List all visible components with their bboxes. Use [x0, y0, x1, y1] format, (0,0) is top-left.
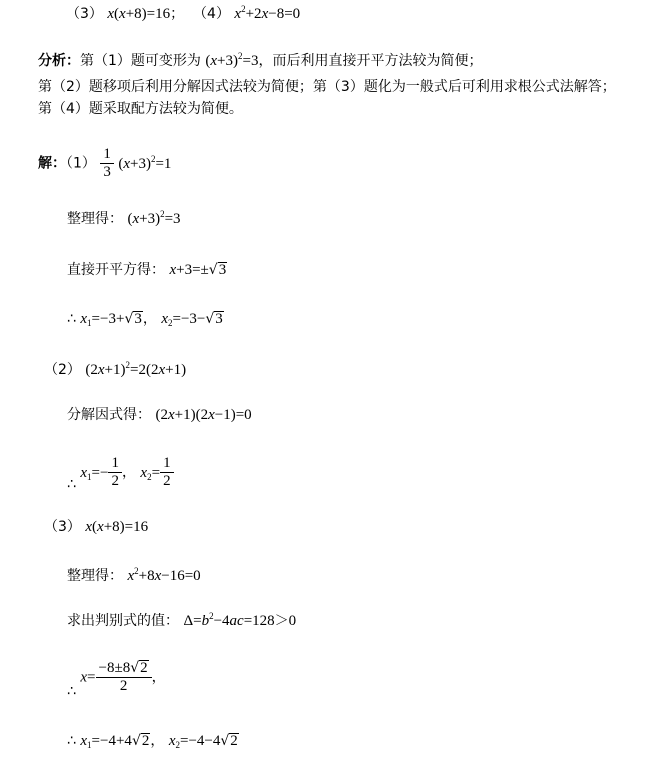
step-1-tidy: 整理得： $(x+3)^2=3$	[67, 209, 181, 227]
step-3-root-formula: ∴ x= $\frac{-8\pm 8√2}{2}$ ，	[67, 660, 166, 700]
step-3-result: ∴ $x_1=-4+4√2$， $x_2=-4-4√2$	[67, 733, 238, 750]
problem-3-4-header: （3） x(x+8)=16； （4） $x^2+2x-8=0$	[66, 4, 301, 22]
analysis-line-2: 第（2）题移项后利用分解因式法较为简便；第（3）题化为一般式后可利用求根公式法解答；	[38, 79, 616, 95]
solution-2-eq: （2） $(2x+1)^2=2(2x+1)$	[44, 360, 187, 378]
eq-analysis-1: $(x+3)^2=3$	[205, 51, 259, 69]
fraction-one-half: $\frac{1}{2}$	[108, 455, 122, 490]
fraction-one-half: $\frac{1}{2}$	[160, 455, 174, 490]
step-3-discriminant: 求出判别式的值： $\Delta=b^2-4ac=128>0$	[67, 611, 297, 629]
eq-problem-3: x(x+8)=16	[107, 6, 171, 22]
fraction-root-formula: $\frac{-8\pm 8√2}{2}$	[96, 660, 152, 695]
solution-label: 解：	[38, 155, 66, 172]
step-2-factor: 分解因式得： (2x+1)(2x−1)=0	[67, 407, 252, 423]
fraction-one-third: $\frac{1}{3}$	[100, 146, 114, 181]
step-2-result: ∴ $x_1=-$ $\frac{1}{2}$ ， $x_2=$ $\frac{1}{2}$	[67, 455, 174, 493]
eq-problem-4: $x^2+2x-8=0$	[234, 4, 301, 22]
step-3-tidy: 整理得： $x^2+8x-16=0$	[67, 566, 201, 584]
analysis-line-1: 分析：第（1）题可变形为 $(x+3)^2=3$，而后利用直接开平方法较为简便；	[38, 51, 483, 69]
solution-3-eq: （3） x(x+8)=16	[44, 519, 149, 535]
analysis-line-3: 第（4）题采取配方法较为简便。	[38, 101, 243, 117]
analysis-label: 分析：	[38, 53, 80, 69]
step-1-direct: 直接开平方得： x+3=±√3	[67, 262, 227, 278]
step-1-result: ∴ $x_1=-3+√3$， $x_2=-3-√3$	[67, 311, 223, 328]
solution-1-eq: 解：（1） $\frac{1}{3}$ $(x+3)^2=1$	[38, 146, 172, 180]
